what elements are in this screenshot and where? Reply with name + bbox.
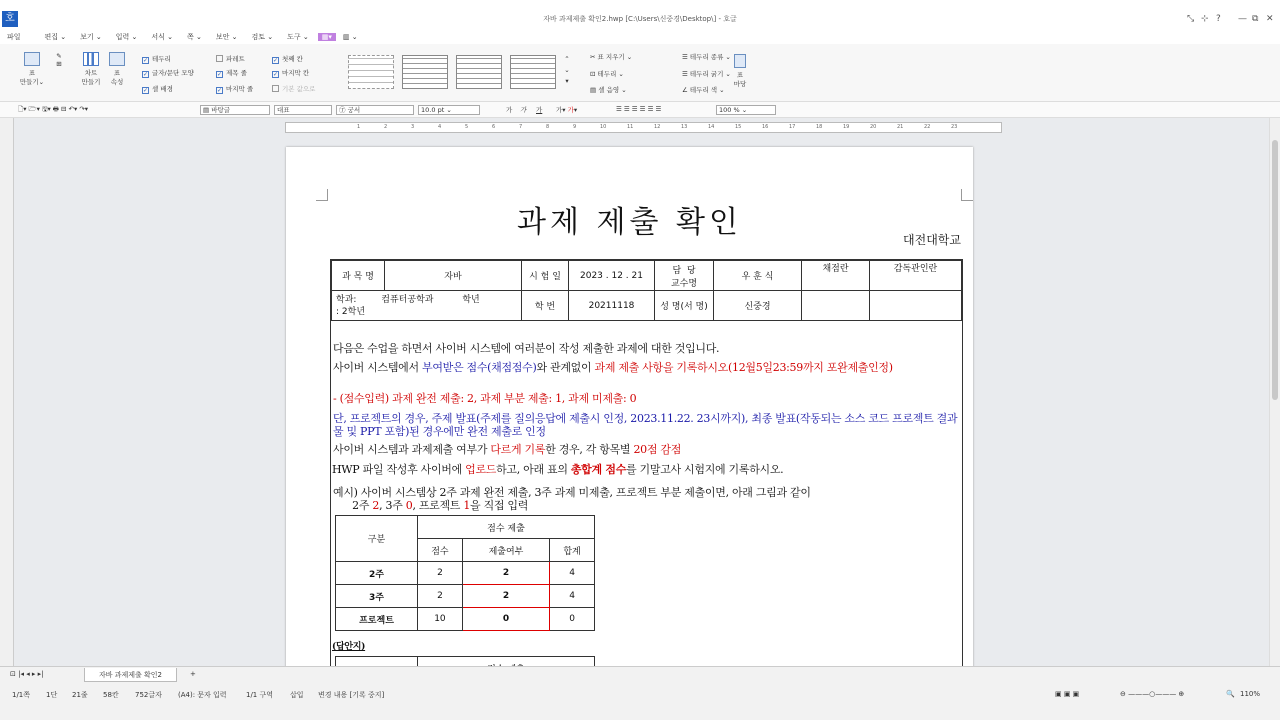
example-line-1: 예시) 사이버 시스템상 2주 과제 완전 제출, 3주 과제 미제출, 프로젝트 부분 제출이면, 아래 그림과 같이: [333, 486, 811, 499]
zoom-input[interactable]: 100 % ⌄: [716, 105, 776, 115]
table-row: 2주 2 2 4: [336, 562, 595, 585]
zoom-icon[interactable]: 🔍: [1226, 690, 1235, 698]
border-thickness-button[interactable]: ☰ 테두리 굵기 ⌄: [682, 70, 731, 78]
course-value[interactable]: 자바: [385, 261, 522, 291]
view-mode-icon[interactable]: ▣ ▣ ▣: [1055, 690, 1080, 698]
menu-security[interactable]: 보안 ⌄: [215, 33, 238, 41]
example-col-submit: 제출여부: [462, 539, 549, 562]
zoom-slider[interactable]: ⊖ ———○——— ⊕: [1120, 690, 1185, 698]
table-edit-icon[interactable]: ✎ ⊞: [56, 52, 62, 68]
status-track-changes[interactable]: 변경 내용 [기록 중지]: [318, 691, 385, 699]
app-icon[interactable]: 호: [2, 11, 18, 27]
status-zoom[interactable]: 110%: [1240, 690, 1261, 698]
course-label: 과 목 명: [332, 261, 385, 291]
table-row: 3주 2 2 4: [336, 585, 595, 608]
example-header: 점수 제출: [418, 516, 595, 539]
score-cell[interactable]: [802, 291, 870, 321]
table-row: 프로젝트 10 0 0: [336, 608, 595, 631]
table-style-2[interactable]: [456, 55, 502, 89]
example-table: [335, 515, 595, 631]
exam-date-value[interactable]: 2023 . 12 . 21: [569, 261, 655, 291]
header-table: [331, 260, 962, 321]
check-title-row[interactable]: ✓ 제목 줄: [217, 69, 247, 78]
check-last-col[interactable]: ✓ 마지막 칸: [273, 69, 310, 78]
menu-bar: [0, 30, 1280, 44]
cell-shading-button[interactable]: ▤ 셀 음영 ⌄: [590, 86, 627, 94]
example-col-group: 구분: [336, 516, 418, 562]
instruction-line-4: 단, 프로젝트의 경우, 주제 발표(주제를 질의응답에 제출시 인정, 2023.11.22. 23시까지), 최종 발표(작동되는 소스 코드 프로젝트 결과물 및 PPT 포함)된 경우에만 완전 제출로 인정: [333, 412, 958, 438]
restore-layout-icon[interactable]: ⤡: [1187, 14, 1195, 24]
supervisor-cell[interactable]: [870, 291, 962, 321]
table-style-3[interactable]: [510, 55, 556, 89]
table-layout-tab-icon[interactable]: ▥ ⌄: [342, 33, 358, 41]
name-value[interactable]: 신중경: [714, 291, 802, 321]
instruction-line-5: 사이버 시스템과 과제제출 여부가 다르게 기록한 경우, 각 항목별 20점 감점: [333, 443, 682, 456]
status-page: 1/1쪽: [12, 691, 31, 699]
student-id-label: 학 번: [522, 291, 569, 321]
add-tab-button[interactable]: +: [190, 670, 196, 678]
font-select[interactable]: Ⓣ 궁서: [336, 105, 414, 115]
status-column: 1단: [46, 691, 58, 699]
professor-label: 담 당 교수명: [655, 261, 714, 291]
table-style-scroll-icon[interactable]: ⌃ ⌄ ▾: [564, 55, 570, 85]
scroll-thumb[interactable]: [1272, 140, 1278, 400]
example-col-score: 점수: [418, 539, 463, 562]
check-char-para-shape[interactable]: ✓ 글자/문단 모양: [143, 69, 194, 78]
style-select[interactable]: ▤ 바탕글: [200, 105, 270, 115]
table-design-tab-icon[interactable]: ▦▾: [318, 33, 336, 41]
table-properties-icon: [109, 52, 125, 66]
table-mapping-icon: [734, 54, 746, 68]
menu-tools[interactable]: 도구 ⌄: [287, 33, 309, 41]
instruction-line-1: 다음은 수업을 하면서 사이버 시스템에 여러분이 작성 제출한 과제에 대한 것입니다.: [333, 342, 720, 355]
student-id-value[interactable]: 20211118: [569, 291, 655, 321]
bold-button[interactable]: 가: [506, 106, 513, 114]
dept-cell[interactable]: 학과: 컴퓨터공학과 학년 : 2학년: [332, 291, 522, 321]
check-border[interactable]: ✓ 테두리: [143, 55, 171, 64]
create-chart-button[interactable]: 차트 만들기: [78, 52, 104, 86]
close-button[interactable]: ✕: [1266, 14, 1274, 24]
status-line: 21줄: [72, 691, 88, 699]
underline-button[interactable]: 가: [536, 106, 543, 114]
chart-icon: [83, 52, 99, 66]
exam-date-label: 시 험 일: [522, 261, 569, 291]
border-type-button[interactable]: ☰ 테두리 종류 ⌄: [682, 53, 731, 61]
supervisor-label: 감독관인란: [870, 261, 962, 291]
menu-format[interactable]: 서식 ⌄: [151, 33, 174, 41]
vertical-scrollbar[interactable]: [1269, 118, 1280, 666]
menu-edit[interactable]: 편집 ⌄: [44, 33, 67, 41]
border-color-button[interactable]: ∠ 테두리 색 ⌄: [682, 86, 725, 94]
title-bar: [0, 0, 1280, 30]
menu-review[interactable]: 검토 ⌄: [251, 33, 274, 41]
menu-insert[interactable]: 입력 ⌄: [115, 33, 138, 41]
sheet-tab[interactable]: 자바 과제제출 확인2: [84, 668, 177, 682]
maximize-button[interactable]: ⧉: [1252, 14, 1259, 24]
menu-page[interactable]: 쪽 ⌄: [187, 33, 202, 41]
ribbon: [0, 44, 1280, 102]
example-col-total: 합계: [550, 539, 595, 562]
italic-button[interactable]: 가: [520, 106, 527, 114]
sheet-nav-icon[interactable]: ⊡ |◂ ◂ ▸ ▸|: [10, 670, 44, 678]
language-select[interactable]: 대표: [274, 105, 332, 115]
university-name: 대전대학교: [903, 233, 961, 247]
document-title: 과제 제출 확인: [517, 205, 742, 240]
table-style-1[interactable]: [402, 55, 448, 89]
check-last-row[interactable]: ✓ 마지막 줄: [217, 85, 254, 94]
status-input-mode[interactable]: (A4): 문자 입력: [178, 691, 227, 699]
status-bar: [0, 666, 1280, 720]
menu-view[interactable]: 보기 ⌄: [80, 33, 102, 41]
status-char-count: 752글자: [135, 691, 162, 699]
font-size-input[interactable]: 10.0 pt ⌄: [418, 105, 480, 115]
new-doc-icon[interactable]: 🗋▾ 🗁▾ 🖫▾ 🖶 ⊟ ↶▾ ↷▾: [18, 105, 89, 113]
table-icon: [24, 52, 40, 66]
erase-table-button[interactable]: ✂ 표 지우기 ⌄: [590, 53, 633, 61]
answer-sheet-label: (답안지): [332, 642, 366, 652]
example-line-2: 2주 2, 3주 0, 프로젝트 1을 직접 입력: [333, 499, 529, 512]
status-section: 1/1 구역: [246, 691, 274, 699]
document-page[interactable]: [286, 147, 973, 677]
table-mapping-button[interactable]: 표 마당: [732, 54, 748, 88]
align-buttons-icon[interactable]: ☰ ☰ ☰ ☰ ☰ ☰: [616, 105, 662, 113]
table-properties-button[interactable]: 표 속성: [106, 52, 128, 86]
vertical-ruler: [0, 118, 14, 666]
instruction-line-3: - (점수입력) 과제 완전 제출: 2, 과제 부분 제출: 1, 과제 미제출: 0: [333, 392, 637, 405]
score-label: 채점란: [802, 261, 870, 291]
name-label: 성 명(서 명): [655, 291, 714, 321]
format-toolbar: [0, 102, 1280, 118]
check-first-col[interactable]: ✓ 첫째 칸: [273, 55, 303, 64]
font-color-icon[interactable]: 가▾ 가▾: [556, 106, 578, 114]
instruction-line-2: 사이버 시스템에서 부여받은 점수(채점점수)와 관계없이 과제 제출 사항을 기록하시오(12월5일23:59까지 포완제출인정): [333, 361, 893, 374]
window-title: 자바 과제제출 확인2.hwp [C:\Users\신중경\Desktop\] - 호글: [543, 15, 737, 23]
help-icon[interactable]: ?: [1216, 14, 1221, 24]
check-cell-bg[interactable]: ✓ 셀 배경: [143, 85, 173, 94]
default-value-button[interactable]: 기본 값으로: [272, 84, 315, 93]
instruction-line-6: HWP 파일 작성후 사이버에 업로드하고, 아래 표의 총합계 점수를 기말고사 시험지에 기록하시오.: [332, 463, 784, 476]
menu-file[interactable]: 파일: [7, 33, 21, 41]
minimize-button[interactable]: —: [1238, 14, 1247, 24]
status-char-pos: 58칸: [103, 691, 119, 699]
table-style-0[interactable]: [348, 55, 394, 89]
status-insert[interactable]: 삽입: [290, 691, 304, 699]
check-palette[interactable]: 파레트: [216, 54, 245, 63]
professor-value[interactable]: 우 훈 식: [714, 261, 802, 291]
create-table-button[interactable]: 표 만들기⌄: [18, 52, 46, 86]
horizontal-ruler[interactable]: 1 2 3 4 5 6 7 8 9 10 11 12 13 14 15 16 17 18 19 20 21 22 23: [285, 122, 1002, 133]
pin-icon[interactable]: ⊹: [1201, 14, 1209, 24]
border-button[interactable]: ⊡ 테두리 ⌄: [590, 70, 624, 78]
